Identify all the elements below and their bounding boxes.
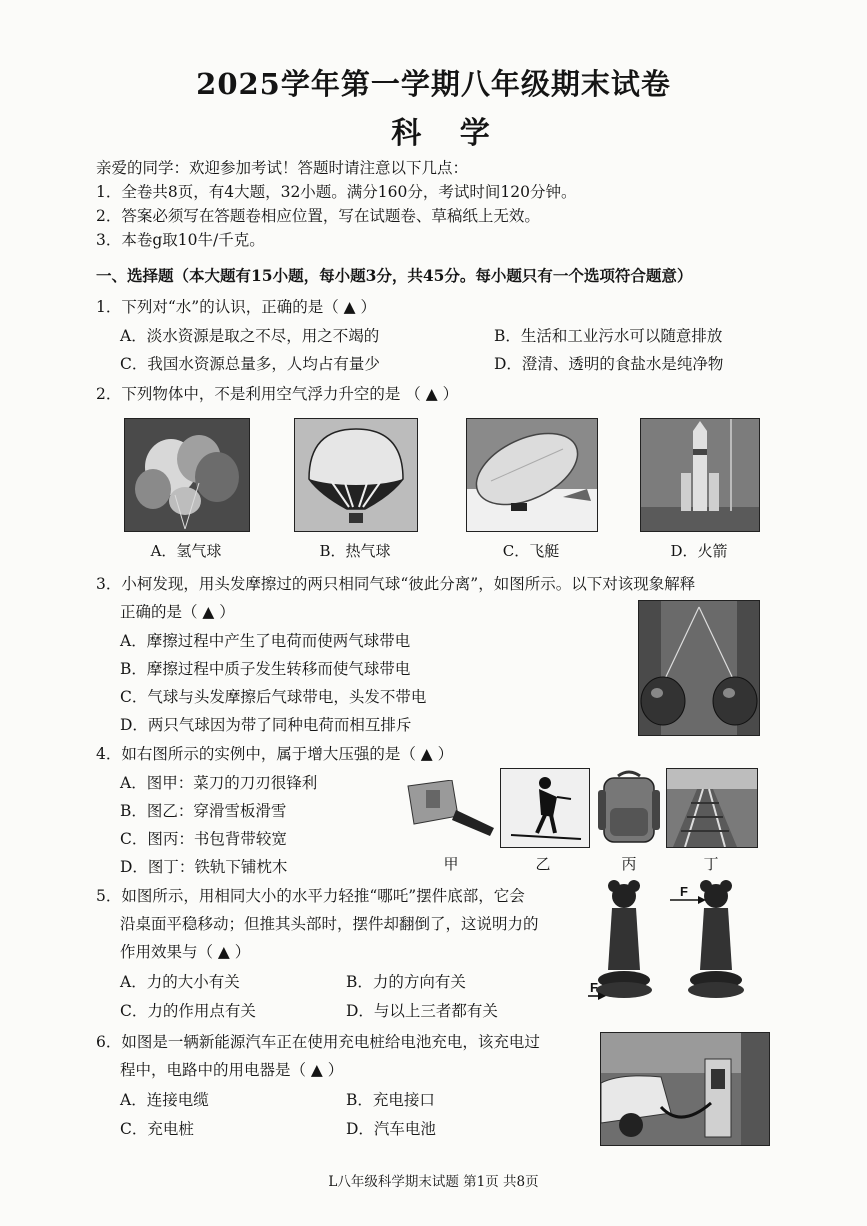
- q6-option-d: D．汽车电池: [346, 1120, 436, 1138]
- q2-caption-a: A．氢气球: [150, 542, 222, 560]
- force-label-top: F: [680, 884, 688, 899]
- q5-stem-line1: 5．如图所示，用相同大小的水平力轻推“哪吒”摆件底部，它会: [96, 887, 525, 905]
- exam-title: 2025学年第一学期八年级期末试卷: [196, 67, 671, 101]
- q2-caption-c: C．飞艇: [502, 542, 560, 560]
- q5-option-a: A．力的大小有关: [120, 973, 240, 991]
- q6-option-c: C．充电桩: [120, 1120, 194, 1138]
- q4-option-b: B．图乙：穿滑雪板滑雪: [120, 802, 287, 820]
- q3-option-a: A．摩擦过程中产生了电荷而使两气球带电: [120, 632, 411, 650]
- q4-caption-jia: 甲: [443, 855, 459, 873]
- subject-title: 科 学: [391, 116, 504, 151]
- q6-stem-line1: 6．如图是一辆新能源汽车正在使用充电桩给电池充电，该充电过: [96, 1033, 540, 1051]
- nezha-figurine-diagram: [584, 878, 760, 1010]
- q5-option-b: B．力的方向有关: [346, 973, 466, 991]
- q3-option-c: C．气球与头发摩擦后气球带电，头发不带电: [120, 688, 427, 706]
- q1-option-d: D．澄清、透明的食盐水是纯净物: [494, 355, 724, 373]
- q4-stem: 4．如右图所示的实例中，属于增大压强的是（ ▲ ）: [96, 745, 454, 763]
- q2-caption-d: D．火箭: [670, 542, 728, 560]
- ev-charging-photo: [600, 1032, 770, 1146]
- q5-stem-line2: 沿桌面平稳移动；但推其头部时，摆件却翻倒了，这说明力的: [120, 915, 539, 933]
- q1-option-b: B．生活和工业污水可以随意排放: [494, 327, 723, 345]
- rocket-photo: [640, 418, 760, 532]
- q3-stem-line1: 3．小柯发现，用头发摩擦过的两只相同气球“彼此分离”，如图所示。以下对该现象解释: [96, 575, 696, 593]
- page-footer: L八年级科学期末试题 第1页 共8页: [328, 1174, 539, 1190]
- q6-option-a: A．连接电缆: [120, 1091, 209, 1109]
- q4-caption-yi: 乙: [535, 855, 551, 873]
- airship-photo: [466, 418, 598, 532]
- charged-balloons-photo: [638, 600, 760, 736]
- backpack-image: [596, 768, 662, 846]
- q5-option-d: D．与以上三者都有关: [346, 1002, 498, 1020]
- hydrogen-balloon-photo: [124, 418, 250, 532]
- q5-stem-line3: 作用效果与（ ▲ ）: [120, 943, 251, 961]
- q4-option-a: A．图甲：菜刀的刀刃很锋利: [120, 774, 318, 792]
- q4-caption-ding: 丁: [703, 855, 719, 873]
- q3-stem-line2: 正确的是（ ▲ ）: [120, 603, 235, 621]
- q4-option-c: C．图丙：书包背带较宽: [120, 830, 287, 848]
- q1-option-a: A．淡水资源是取之不尽，用之不竭的: [120, 327, 380, 345]
- skier-photo: [500, 768, 590, 848]
- hot-air-balloon-photo: [294, 418, 418, 532]
- q4-option-d: D．图丁：铁轨下铺枕木: [120, 858, 288, 876]
- q1-option-c: C．我国水资源总量多，人均占有量少: [120, 355, 380, 373]
- section-heading: 一、选择题（本大题有15小题，每小题3分，共45分。每小题只有一个选项符合题意）: [96, 266, 693, 285]
- q2-caption-b: B．热气球: [319, 542, 391, 560]
- notice-item-1: 1．全卷共8页，有4大题，32小题。满分160分，考试时间120分钟。: [96, 183, 577, 201]
- q5-option-c: C．力的作用点有关: [120, 1002, 256, 1020]
- notice-intro: 亲爱的同学：欢迎参加考试！答题时请注意以下几点：: [96, 159, 469, 177]
- q3-option-d: D．两只气球因为带了同种电荷而相互排斥: [120, 716, 412, 734]
- notice-item-2: 2．答案必须写在答题卷相应位置，写在试题卷、草稿纸上无效。: [96, 207, 540, 225]
- q6-option-b: B．充电接口: [346, 1091, 435, 1109]
- cleaver-image: [404, 780, 496, 840]
- force-label-bottom: F: [590, 980, 598, 995]
- notice-item-3: 3．本卷g取10牛/千克。: [96, 231, 265, 249]
- q6-stem-line2: 程中，电路中的用电器是（ ▲ ）: [120, 1061, 344, 1079]
- railway-photo: [666, 768, 758, 848]
- q2-stem: 2．下列物体中，不是利用空气浮力升空的是 （ ▲ ）: [96, 385, 459, 403]
- q1-stem: 1．下列对“水”的认识，正确的是（ ▲ ）: [96, 298, 376, 316]
- q3-option-b: B．摩擦过程中质子发生转移而使气球带电: [120, 660, 411, 678]
- q4-caption-bing: 丙: [621, 855, 637, 873]
